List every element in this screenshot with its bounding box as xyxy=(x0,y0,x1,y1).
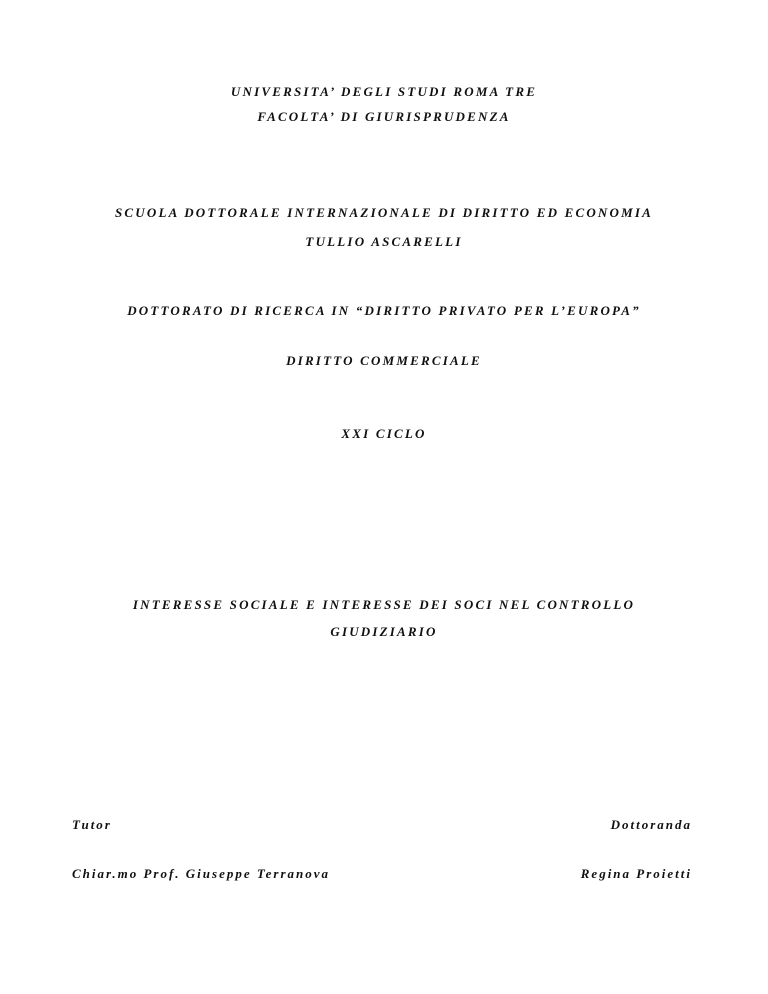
candidate-name: Regina Proietti xyxy=(580,866,692,881)
faculty-name: FACOLTA’ DI GIURISPRUDENZA xyxy=(257,109,511,124)
university-name: UNIVERSITA’ DEGLI STUDI ROMA TRE xyxy=(230,84,538,99)
tutor-label: Tutor xyxy=(72,817,112,832)
school-name-line2: TULLIO ASCARELLI xyxy=(305,234,463,249)
cycle: XXI CICLO xyxy=(341,426,427,441)
thesis-title-line1: INTERESSE SOCIALE E INTERESSE DEI SOCI NEL CONTROLLO xyxy=(132,597,636,612)
thesis-title-line2: GIUDIZIARIO xyxy=(330,624,438,639)
doctorate-program: DOTTORATO DI RICERCA IN “DIRITTO PRIVATO PER L’EUROPA” xyxy=(127,303,641,318)
candidate-label: Dottoranda xyxy=(610,817,692,832)
tutor-name: Chiar.mo Prof. Giuseppe Terranova xyxy=(72,866,331,881)
school-name-line1: SCUOLA DOTTORALE INTERNAZIONALE DI DIRITTO ED ECONOMIA xyxy=(115,205,653,220)
discipline: DIRITTO COMMERCIALE xyxy=(286,353,482,368)
